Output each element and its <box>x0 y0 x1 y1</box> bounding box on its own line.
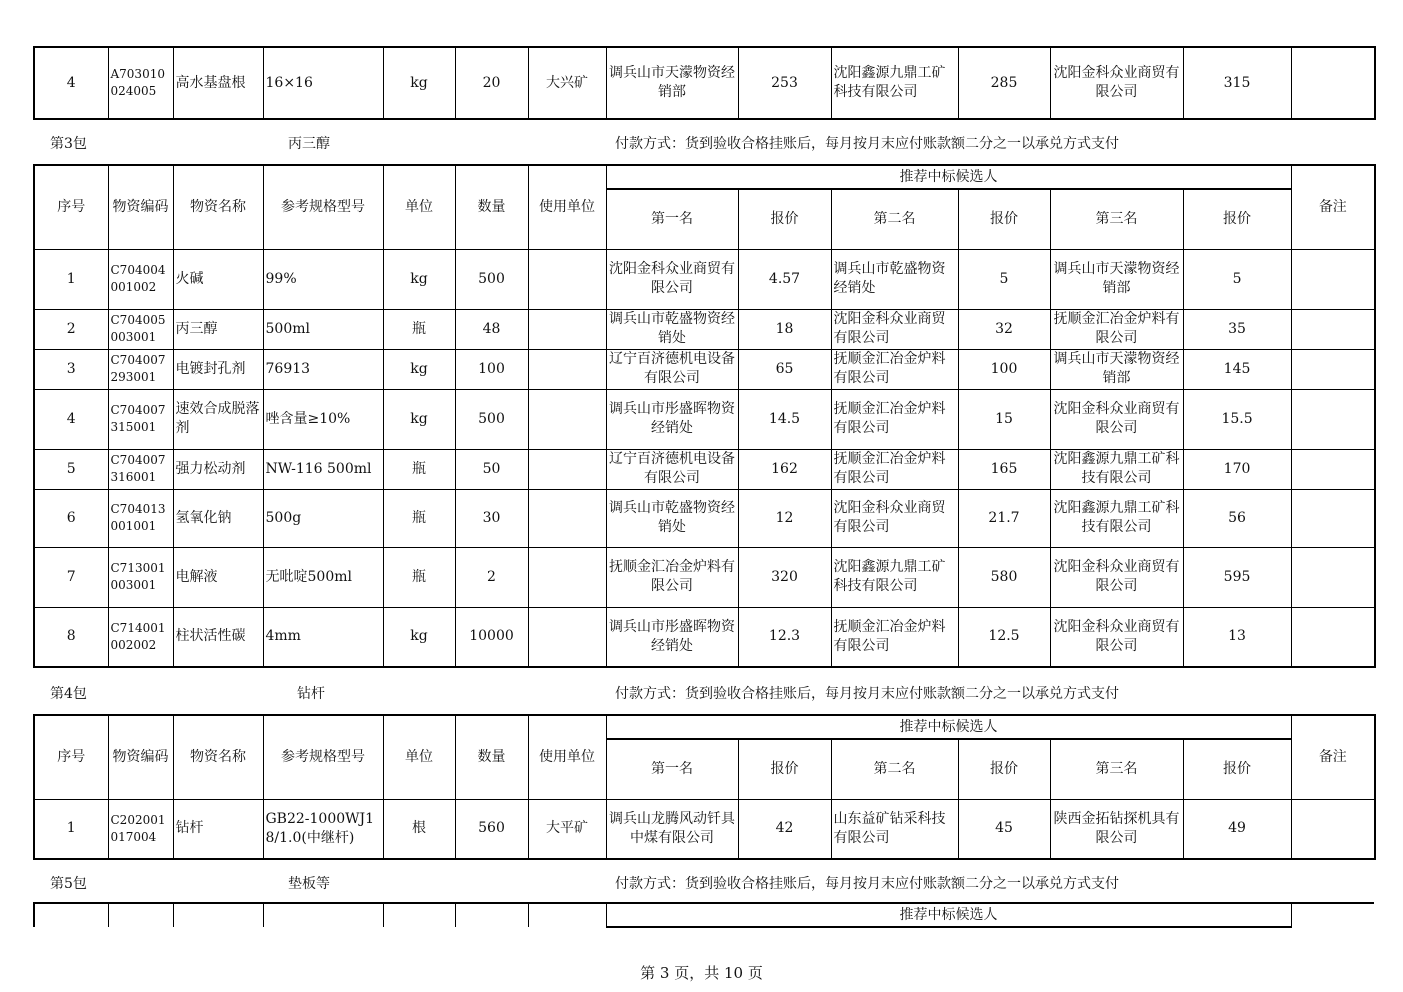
cell-third: 调兵山市天濛物资经销部 <box>1050 249 1183 309</box>
table-row <box>34 309 1375 349</box>
cell-qty: 100 <box>455 349 528 389</box>
header-price: 报价 <box>1183 739 1291 799</box>
header-name: 物资名称 <box>173 165 263 249</box>
cell-first: 辽宁百济德机电设备有限公司 <box>606 449 738 489</box>
header-no: 序号 <box>34 165 108 249</box>
table-row <box>34 547 1375 607</box>
package-5-table-section <box>33 902 1374 928</box>
cell-spec: 16×16 <box>263 47 383 119</box>
cell-third: 沈阳鑫源九鼎工矿科技有限公司 <box>1050 489 1183 547</box>
header-row <box>34 903 1374 927</box>
cell-user <box>528 489 606 547</box>
cell-no: 6 <box>34 489 108 547</box>
cell-no: 7 <box>34 547 108 607</box>
cell-name: 电解液 <box>173 547 263 607</box>
header-unit: 单位 <box>383 165 455 249</box>
cell-third: 沈阳金科众业商贸有限公司 <box>1050 47 1183 119</box>
cell-qty: 20 <box>455 47 528 119</box>
header-spec: 参考规格型号 <box>263 715 383 799</box>
package-label: 第5包 <box>50 876 87 892</box>
cell-price3: 56 <box>1183 489 1291 547</box>
header-price: 报价 <box>958 189 1050 249</box>
table-row <box>34 349 1375 389</box>
cell-name: 高水基盘根 <box>173 47 263 119</box>
cell-qty: 560 <box>455 799 528 859</box>
cell-price1: 4.57 <box>738 249 831 309</box>
cell-price1: 12.3 <box>738 607 831 667</box>
cell-first: 调兵山市乾盛物资经销处 <box>606 489 738 547</box>
cell-code: C704005003001 <box>108 309 173 349</box>
cell-spec: 4mm <box>263 607 383 667</box>
cell-price3: 5 <box>1183 249 1291 309</box>
cell-price2: 32 <box>958 309 1050 349</box>
cell-code: C704004001002 <box>108 249 173 309</box>
payment-terms: 付款方式：货到验收合格挂账后，每月按月末应付账款额二分之一以承兑方式支付 <box>615 876 1119 892</box>
cell-name: 电镀封孔剂 <box>173 349 263 389</box>
cell-user <box>528 249 606 309</box>
cell-price2: 580 <box>958 547 1050 607</box>
cell-third: 沈阳金科众业商贸有限公司 <box>1050 607 1183 667</box>
cell-qty: 30 <box>455 489 528 547</box>
top-table-section <box>33 46 1374 120</box>
cell-first: 辽宁百济德机电设备有限公司 <box>606 349 738 389</box>
cell-third: 抚顺金汇冶金炉料有限公司 <box>1050 309 1183 349</box>
cell-third: 沈阳鑫源九鼎工矿科技有限公司 <box>1050 449 1183 489</box>
cell-price2: 45 <box>958 799 1050 859</box>
cell-second: 山东益矿钻采科技有限公司 <box>831 799 958 859</box>
cell-qty: 50 <box>455 449 528 489</box>
package-3-table <box>33 164 1376 668</box>
cell-third: 调兵山市天濛物资经销部 <box>1050 349 1183 389</box>
cell-second: 抚顺金汇冶金炉料有限公司 <box>831 389 958 449</box>
cell-unit: 瓶 <box>383 547 455 607</box>
cell-price1: 65 <box>738 349 831 389</box>
cell-remark <box>1291 449 1375 489</box>
header-first: 第一名 <box>606 739 738 799</box>
payment-terms: 付款方式：货到验收合格挂账后，每月按月末应付账款额二分之一以承兑方式支付 <box>615 686 1119 702</box>
cell-remark <box>1291 309 1375 349</box>
table-row <box>34 389 1375 449</box>
header-unit: 单位 <box>383 715 455 799</box>
cell-remark <box>1291 349 1375 389</box>
cell-price3: 35 <box>1183 309 1291 349</box>
cell-spec: 唑含量≥10% <box>263 389 383 449</box>
header-recommend: 推荐中标候选人 <box>606 903 1291 927</box>
cell-user <box>528 607 606 667</box>
cell-unit: kg <box>383 349 455 389</box>
package-5-table <box>33 902 1374 928</box>
cell-spec: 无吡啶500ml <box>263 547 383 607</box>
cell-third: 沈阳金科众业商贸有限公司 <box>1050 389 1183 449</box>
cell-second: 沈阳鑫源九鼎工矿科技有限公司 <box>831 547 958 607</box>
cell-price2: 12.5 <box>958 607 1050 667</box>
cell-price1: 320 <box>738 547 831 607</box>
table-row <box>34 249 1375 309</box>
header-third: 第三名 <box>1050 739 1183 799</box>
cell-unit: 瓶 <box>383 309 455 349</box>
cell-user: 大平矿 <box>528 799 606 859</box>
cell-user <box>528 389 606 449</box>
cell-unit: kg <box>383 47 455 119</box>
cell-first: 抚顺金汇冶金炉料有限公司 <box>606 547 738 607</box>
cell-price1: 253 <box>738 47 831 119</box>
package-5-header <box>33 871 1374 893</box>
header-recommend: 推荐中标候选人 <box>606 165 1291 189</box>
cell-second: 沈阳金科众业商贸有限公司 <box>831 489 958 547</box>
cell-remark <box>1291 607 1375 667</box>
package-label: 第3包 <box>50 136 87 152</box>
cell-unit: kg <box>383 607 455 667</box>
cell-code: C202001017004 <box>108 799 173 859</box>
cell-user <box>528 449 606 489</box>
cell-code: C704013001001 <box>108 489 173 547</box>
cell-code: C704007316001 <box>108 449 173 489</box>
table-row <box>34 449 1375 489</box>
header-user: 使用单位 <box>528 165 606 249</box>
cell-first: 调兵山市彤盛晖物资经销处 <box>606 607 738 667</box>
header-qty: 数量 <box>455 165 528 249</box>
cell-remark <box>1291 47 1375 119</box>
cell-spec: 500g <box>263 489 383 547</box>
cell-name: 火碱 <box>173 249 263 309</box>
cell-unit: kg <box>383 249 455 309</box>
cell-name: 氢氧化钠 <box>173 489 263 547</box>
cell-qty: 48 <box>455 309 528 349</box>
cell-unit: kg <box>383 389 455 449</box>
cell-code: C713001003001 <box>108 547 173 607</box>
header-second: 第二名 <box>831 739 958 799</box>
cell-price3: 13 <box>1183 607 1291 667</box>
cell-name: 丙三醇 <box>173 309 263 349</box>
header-remark: 备注 <box>1291 715 1375 799</box>
cell-user <box>528 547 606 607</box>
top-table <box>33 46 1376 120</box>
page-footer: 第 3 页，共 10 页 <box>640 964 763 982</box>
package-title: 丙三醇 <box>288 136 330 152</box>
header-row <box>34 165 1375 189</box>
header-third: 第三名 <box>1050 189 1183 249</box>
cell-price1: 162 <box>738 449 831 489</box>
cell-qty: 500 <box>455 389 528 449</box>
cell-second: 抚顺金汇冶金炉料有限公司 <box>831 607 958 667</box>
cell-no: 5 <box>34 449 108 489</box>
cell-no: 8 <box>34 607 108 667</box>
header-price: 报价 <box>958 739 1050 799</box>
cell-unit: 根 <box>383 799 455 859</box>
header-code: 物资编码 <box>108 165 173 249</box>
cell-no: 1 <box>34 799 108 859</box>
cell-unit: 瓶 <box>383 449 455 489</box>
cell-no: 3 <box>34 349 108 389</box>
cell-user <box>528 349 606 389</box>
cell-no: 1 <box>34 249 108 309</box>
cell-price2: 15 <box>958 389 1050 449</box>
cell-code: C714001002002 <box>108 607 173 667</box>
header-user: 使用单位 <box>528 715 606 799</box>
cell-spec: NW-116 500ml <box>263 449 383 489</box>
package-4-body <box>34 799 1375 859</box>
table-row <box>34 489 1375 547</box>
package-3-body <box>34 249 1375 667</box>
cell-second: 沈阳鑫源九鼎工矿科技有限公司 <box>831 47 958 119</box>
cell-price2: 5 <box>958 249 1050 309</box>
cell-name: 速效合成脱落剂 <box>173 389 263 449</box>
cell-name: 柱状活性碳 <box>173 607 263 667</box>
cell-code: A703010024005 <box>108 47 173 119</box>
cell-code: C704007315001 <box>108 389 173 449</box>
cell-price1: 14.5 <box>738 389 831 449</box>
cell-third: 陕西金拓钻探机具有限公司 <box>1050 799 1183 859</box>
cell-second: 抚顺金汇冶金炉料有限公司 <box>831 449 958 489</box>
header-remark: 备注 <box>1291 165 1375 249</box>
cell-price3: 595 <box>1183 547 1291 607</box>
cell-spec: 99% <box>263 249 383 309</box>
cell-price2: 165 <box>958 449 1050 489</box>
cell-price1: 42 <box>738 799 831 859</box>
header-second: 第二名 <box>831 189 958 249</box>
header-spec: 参考规格型号 <box>263 165 383 249</box>
cell-user: 大兴矿 <box>528 47 606 119</box>
cell-price2: 100 <box>958 349 1050 389</box>
cell-remark <box>1291 547 1375 607</box>
header-price: 报价 <box>1183 189 1291 249</box>
cell-remark <box>1291 799 1375 859</box>
header-qty: 数量 <box>455 715 528 799</box>
cell-no: 2 <box>34 309 108 349</box>
cell-unit: 瓶 <box>383 489 455 547</box>
package-title: 钻杆 <box>297 686 325 702</box>
table-row <box>34 47 1375 119</box>
cell-price3: 145 <box>1183 349 1291 389</box>
cell-qty: 2 <box>455 547 528 607</box>
package-3-header <box>33 131 1374 153</box>
table-row <box>34 799 1375 859</box>
cell-name: 强力松动剂 <box>173 449 263 489</box>
cell-third: 沈阳金科众业商贸有限公司 <box>1050 547 1183 607</box>
package-label: 第4包 <box>50 686 87 702</box>
payment-terms: 付款方式：货到验收合格挂账后，每月按月末应付账款额二分之一以承兑方式支付 <box>615 136 1119 152</box>
cell-remark <box>1291 389 1375 449</box>
package-4-table-section <box>33 714 1374 860</box>
cell-price2: 285 <box>958 47 1050 119</box>
cell-first: 调兵山市天濛物资经销部 <box>606 47 738 119</box>
cell-second: 抚顺金汇冶金炉料有限公司 <box>831 349 958 389</box>
cell-first: 调兵山市彤盛晖物资经销处 <box>606 389 738 449</box>
package-4-table <box>33 714 1376 860</box>
cell-second: 调兵山市乾盛物资经销处 <box>831 249 958 309</box>
header-price: 报价 <box>738 739 831 799</box>
cell-price3: 170 <box>1183 449 1291 489</box>
cell-first: 沈阳金科众业商贸有限公司 <box>606 249 738 309</box>
cell-price3: 15.5 <box>1183 389 1291 449</box>
cell-qty: 500 <box>455 249 528 309</box>
cell-second: 沈阳金科众业商贸有限公司 <box>831 309 958 349</box>
header-first: 第一名 <box>606 189 738 249</box>
cell-price3: 49 <box>1183 799 1291 859</box>
cell-no: 4 <box>34 47 108 119</box>
header-name: 物资名称 <box>173 715 263 799</box>
cell-remark <box>1291 249 1375 309</box>
cell-spec: 76913 <box>263 349 383 389</box>
header-recommend: 推荐中标候选人 <box>606 715 1291 739</box>
cell-spec: 500ml <box>263 309 383 349</box>
cell-qty: 10000 <box>455 607 528 667</box>
header-row <box>34 715 1375 739</box>
package-title: 垫板等 <box>288 876 330 892</box>
table-row <box>34 607 1375 667</box>
cell-price1: 12 <box>738 489 831 547</box>
cell-price2: 21.7 <box>958 489 1050 547</box>
cell-remark <box>1291 489 1375 547</box>
cell-code: C704007293001 <box>108 349 173 389</box>
header-price: 报价 <box>738 189 831 249</box>
cell-first: 调兵山市乾盛物资经销处 <box>606 309 738 349</box>
package-4-header <box>33 681 1374 703</box>
package-3-table-section <box>33 164 1374 668</box>
cell-price1: 18 <box>738 309 831 349</box>
cell-no: 4 <box>34 389 108 449</box>
cell-user <box>528 309 606 349</box>
cell-spec: GB22-1000WJ18/1.0(中继杆) <box>263 799 383 859</box>
cell-price3: 315 <box>1183 47 1291 119</box>
cell-name: 钻杆 <box>173 799 263 859</box>
cell-first: 调兵山龙腾风动钎具中煤有限公司 <box>606 799 738 859</box>
header-code: 物资编码 <box>108 715 173 799</box>
header-no: 序号 <box>34 715 108 799</box>
